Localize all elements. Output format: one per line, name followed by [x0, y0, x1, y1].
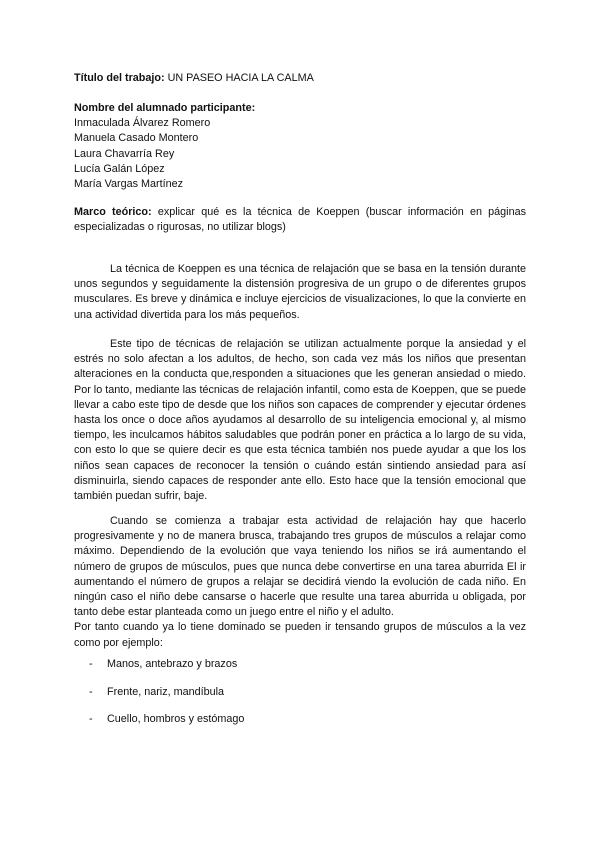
participants-heading: Nombre del alumnado participante:: [74, 102, 256, 114]
participant-name: Lucía Galán López: [74, 162, 165, 175]
work-title-label: Título del trabajo:: [74, 72, 165, 84]
theory-text: explicar qué es la técnica de Koeppen (buscar información en páginas especializadas o rigurosas, no utilizar blogs): [74, 206, 526, 234]
list-item-label: Frente, nariz, mandíbula: [107, 685, 225, 698]
body-paragraph-1: [74, 262, 526, 323]
list-item-label: Cuello, hombros y estómago: [107, 713, 245, 726]
body-paragraph-2: [74, 337, 526, 504]
list-item: [89, 685, 489, 700]
participants-section: [74, 101, 526, 192]
muscle-group-list: [89, 657, 489, 740]
theory-label: Marco teórico:: [74, 206, 152, 218]
list-item: [89, 657, 489, 672]
body-paragraph-3: [74, 514, 526, 651]
participant-name: María Vargas Martínez: [74, 178, 184, 191]
list-dash: -: [89, 713, 93, 726]
work-title-value: UN PASEO HACIA LA CALMA: [164, 72, 314, 84]
paragraph-text: Cuando se comienza a trabajar esta actividad de relajación hay que hacerlo progresivamente y no de manera brusca, trabajando tres grupos de músculos a relajar como máximo. Dependiendo de la evolución que vaya teniendo los niños se irá aumentando el número de grupos de músculos, pues que nunca debe convertirse en una tarea aburrida El ir aumentando el número de grupos a relajar se decidirá viendo la evolución de cada niño. En ningún caso el niño debe cansarse o hacerle que resulte una tarea aburrida u obligada, por tanto debe estar planteada como un juego entre el niño y el adulto.: [74, 515, 526, 619]
participant-name: Manuela Casado Montero: [74, 132, 199, 145]
participant-name: Laura Chavarría Rey: [74, 147, 175, 160]
paragraph-text: Por tanto cuando ya lo tiene dominado se pueden ir tensando grupos de músculos a la vez como por ejemplo:: [74, 621, 526, 649]
paragraph-text: La técnica de Koeppen es una técnica de relajación que se basa en la tensión durante unos segundos y seguidamente la distensión progresiva de un grupo o de diferentes grupos musculares. Es breve y dinámica e incluye ejercicios de visualizaciones, lo que la convierte en una actividad divertida para los más pequeños.: [74, 263, 526, 321]
list-item: [89, 712, 489, 727]
list-dash: -: [89, 658, 93, 670]
theory-section: [74, 205, 526, 235]
work-title-line: [74, 71, 526, 86]
list-item-label: Manos, antebrazo y brazos: [107, 658, 238, 670]
paragraph-text: Este tipo de técnicas de relajación se utilizan actualmente porque la ansiedad y el estrés no solo afectan a los adultos, de hecho, son cada vez más los niños que presentan alteraciones en la conducta que,responden a situaciones que les generan ansiedad o miedo. Por lo tanto, mediante las técnicas de relajación infantil, como esta de Koeppen, que se puede llevar a cabo este tipo de desde que los niños son capaces de comprender y ejecutar órdenes hasta los once o doce años ayudamos al desarrollo de su inteligencia emocional y, al mismo tiempo, les inculcamos hábitos saludables que podrán poner en práctica a lo largo de su vida, con esto lo que se quiere decir es que esta técnica también nos puede ayudar a que los los niños sean capaces de reconocer la tensión o cuándo están sintiendo ansiedad para así disminuirla, siendo capaces de responder ante ello. Esto hace que la tensión emocional que también puedan sufrir, baje.: [74, 338, 526, 503]
list-dash: -: [89, 685, 93, 698]
participant-name: Inmaculada Álvarez Romero: [74, 117, 211, 130]
